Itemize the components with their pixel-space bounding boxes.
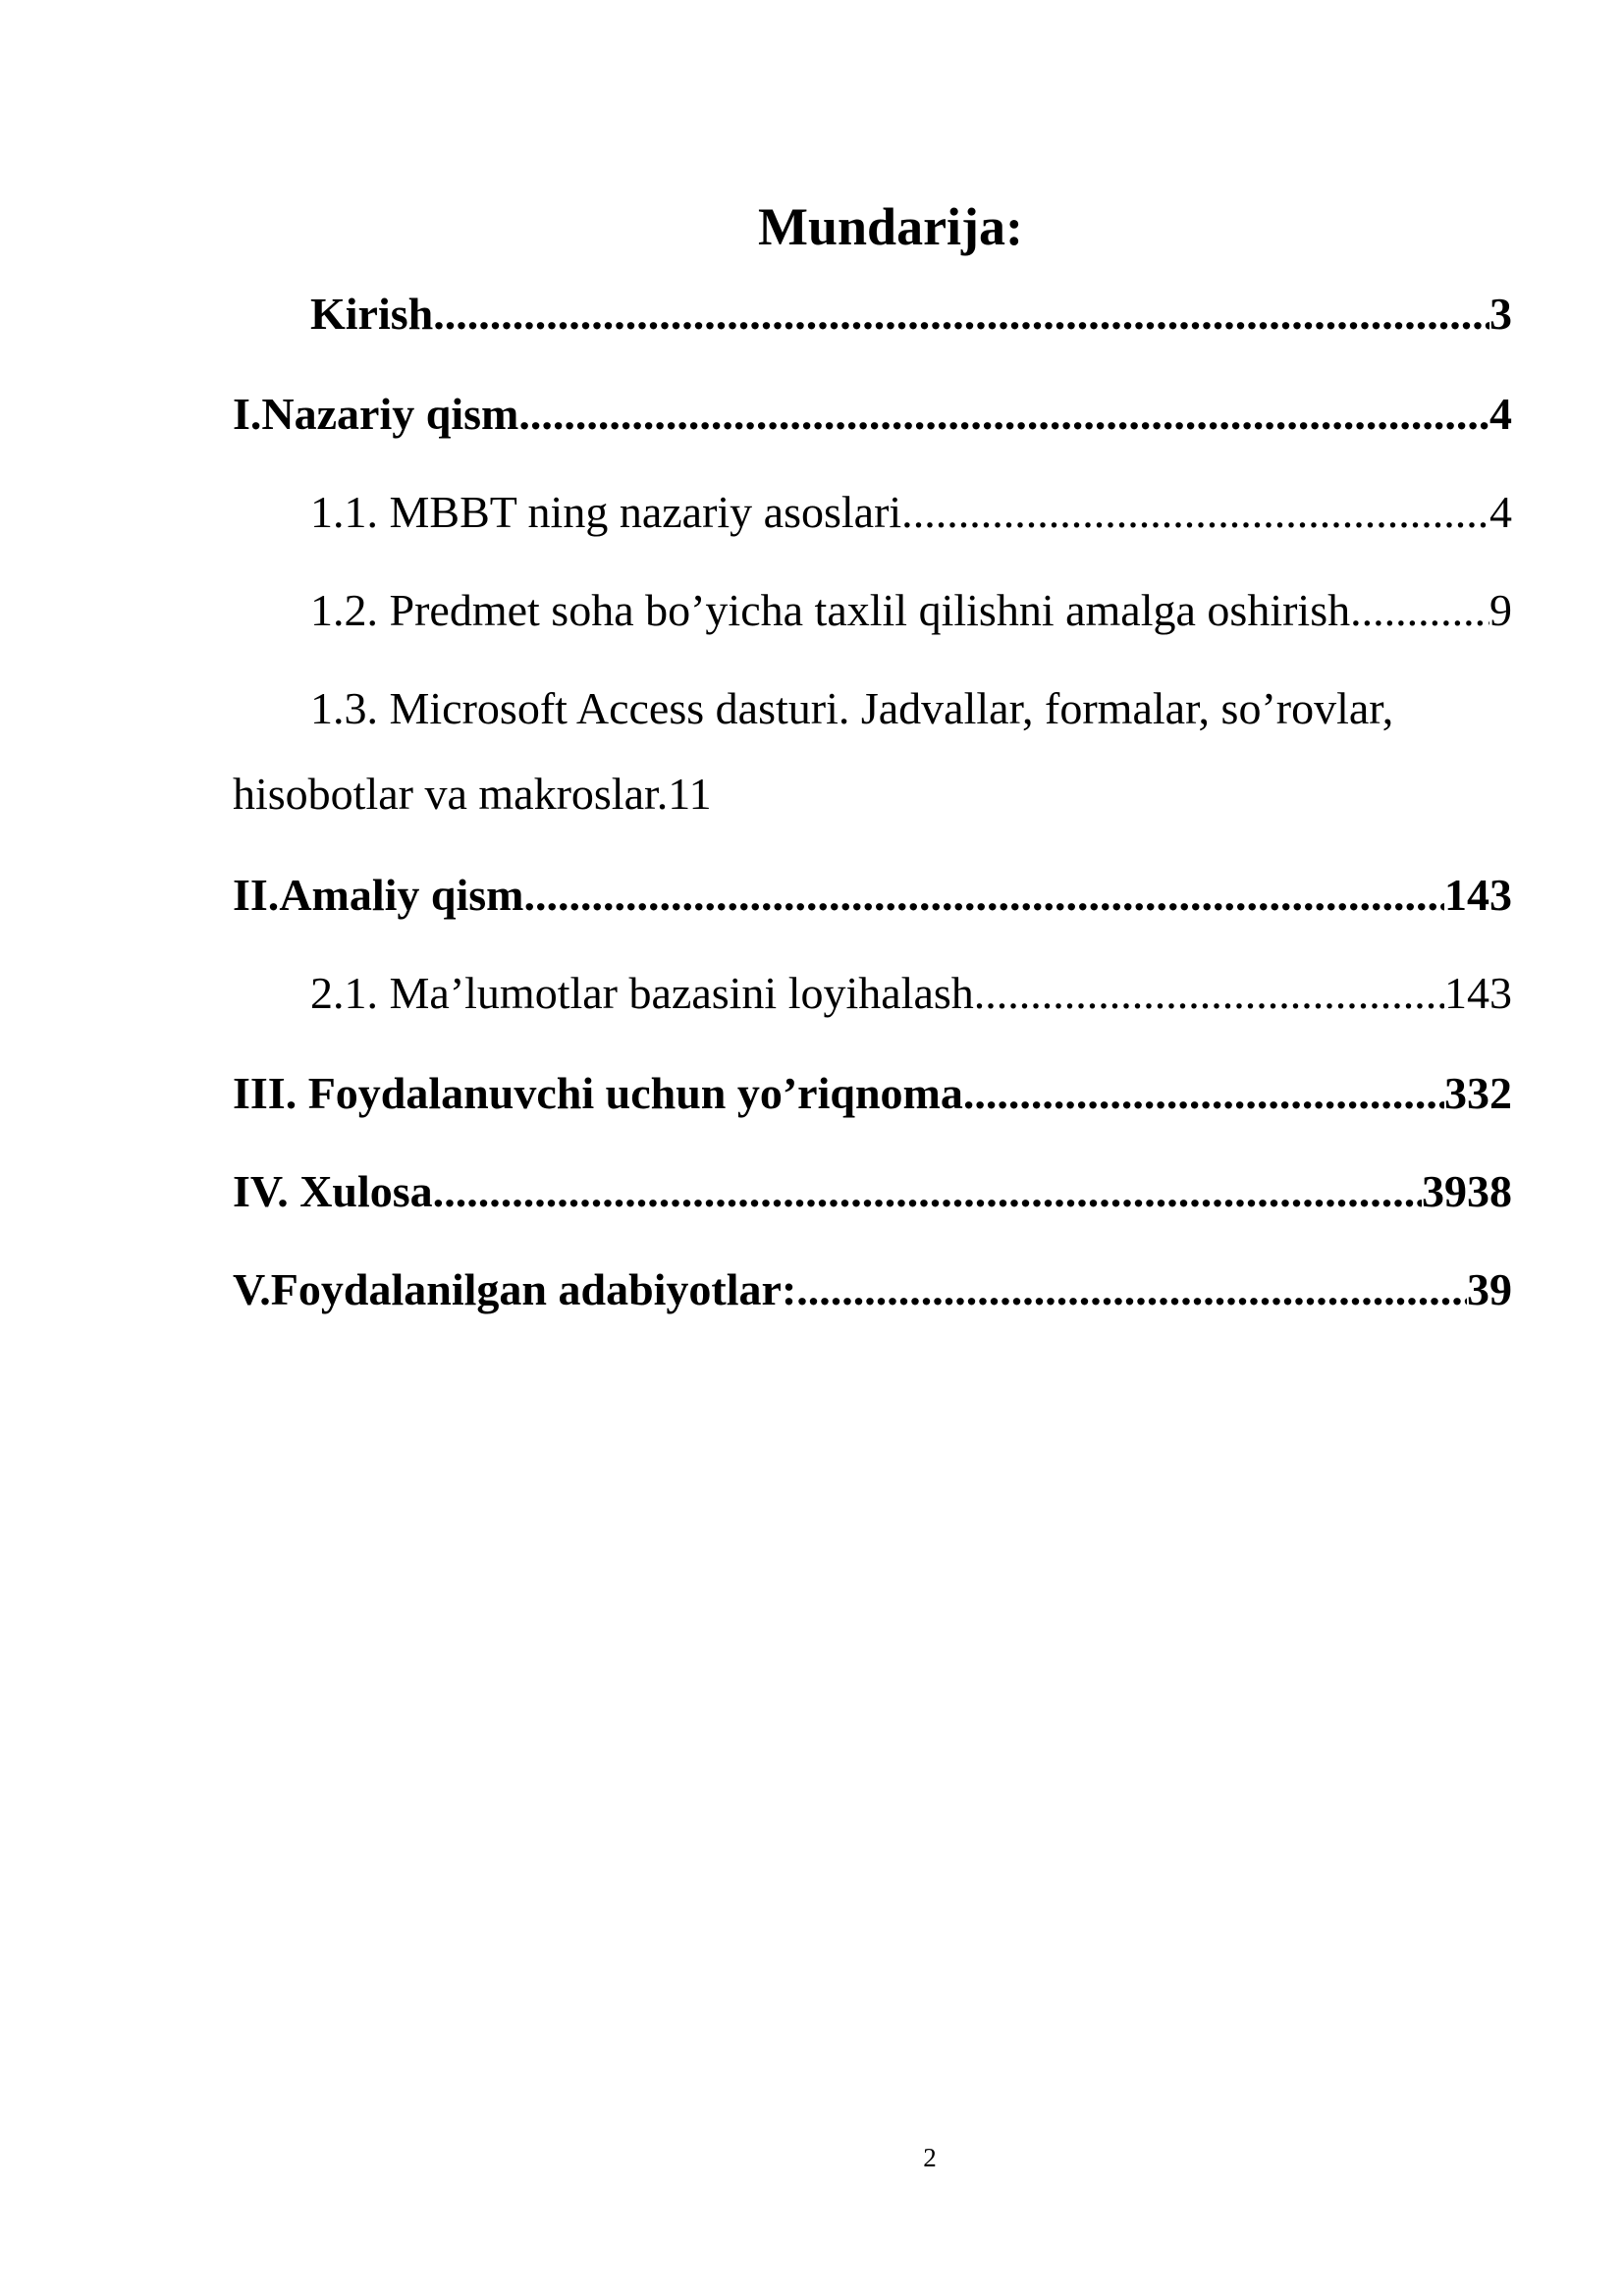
toc-entry-page: 11: [668, 769, 712, 819]
toc-entry-page: 143: [1444, 870, 1512, 920]
toc-entry-label: 1.2. Predmet soha bo’yicha taxlil qilishni amalga oshirish.: [310, 585, 1362, 635]
toc-entry-line2: [233, 765, 1512, 824]
toc-entry-label: Foydalanilgan adabiyotlar:: [270, 1264, 797, 1314]
toc-entry-number: II.: [233, 870, 280, 920]
toc-entry-page: 332: [1444, 1068, 1512, 1118]
toc-entry-page: 39: [1467, 1264, 1512, 1314]
toc-entry-xulosa[interactable]: [233, 1162, 1512, 1221]
toc-entry-page: 3938: [1422, 1166, 1512, 1216]
toc-entry-page: 143: [1444, 968, 1512, 1018]
toc-entry-label: III. Foydalanuvchi uchun yo’riqnoma.: [233, 1068, 975, 1118]
toc-leader-dots: [1362, 581, 1489, 640]
toc-entry-page: 9: [1489, 585, 1512, 635]
toc-entry-label: Nazariy qism.: [261, 389, 530, 439]
toc-entry-amaliy-qism[interactable]: [233, 866, 1512, 925]
toc-entry-page: 3: [1489, 289, 1512, 339]
toc-entry-label: IV. Xulosa.: [233, 1166, 445, 1216]
toc-entry-foydalanuvchi-uchun[interactable]: [233, 1064, 1512, 1123]
toc-entry-number: I.: [233, 389, 262, 439]
toc-entry-1-1[interactable]: [233, 483, 1512, 542]
toc-entry-2-1[interactable]: [233, 964, 1512, 1023]
toc-entry-label: Amaliy qism.: [279, 870, 535, 920]
toc-entry-label-line1: 1.3. Microsoft Access dasturi. Jadvallar, formalar, so’rovlar,: [310, 683, 1394, 733]
toc-entry-page: 4: [1489, 487, 1512, 537]
toc-leader-dots: [796, 1260, 1467, 1319]
toc-entry-number: V.: [233, 1264, 271, 1314]
toc-leader-dots: [913, 483, 1489, 542]
toc-entry-label-line2: hisobotlar va makroslar.: [233, 769, 669, 819]
toc-entry-label: 2.1. Ma’lumotlar bazasini loyihalash.: [310, 968, 986, 1018]
toc-entry-page: 4: [1489, 389, 1512, 439]
toc-leader-dots: [530, 385, 1489, 444]
toc-entry-kirish[interactable]: [233, 285, 1512, 344]
toc-leader-dots: [985, 964, 1444, 1023]
toc-entry-1-2[interactable]: [233, 581, 1512, 640]
toc-leader-dots: [433, 285, 1489, 344]
toc-entry-adabiyotlar[interactable]: [233, 1260, 1512, 1319]
toc-entry-label: Kirish: [310, 289, 434, 339]
toc-entry-nazariy-qism[interactable]: [233, 385, 1512, 444]
toc-entry-1-3[interactable]: [233, 679, 1512, 824]
toc-entry-label: 1.1. MBBT ning nazariy asoslari.: [310, 487, 913, 537]
toc-leader-dots: [535, 866, 1444, 925]
page-number: 2: [923, 2143, 937, 2172]
page-title: Mundarija:: [758, 197, 1023, 256]
toc-leader-dots: [444, 1162, 1422, 1221]
toc-leader-dots: [974, 1064, 1444, 1123]
